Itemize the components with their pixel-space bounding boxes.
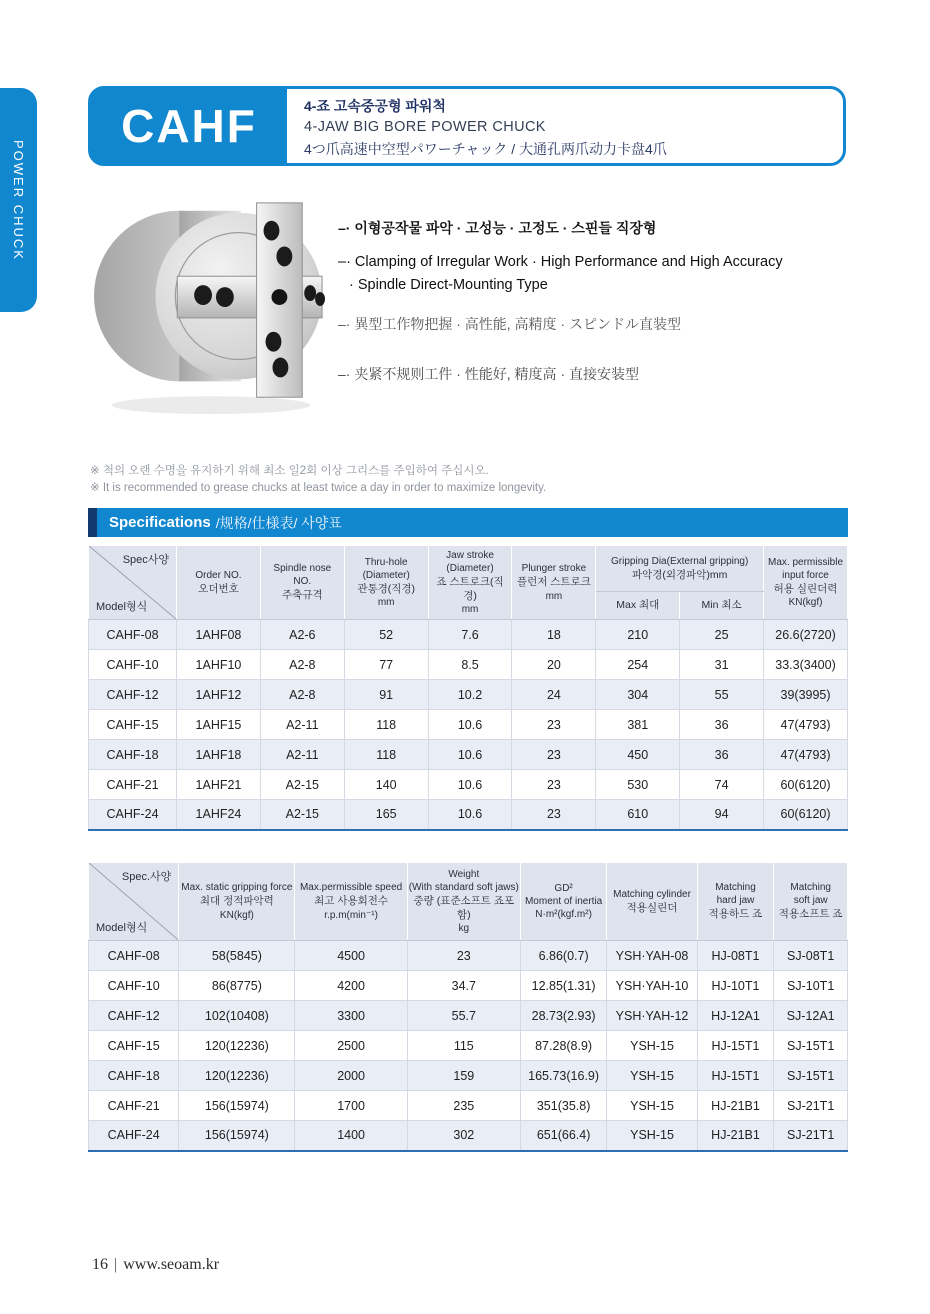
cell-model: CAHF-10: [89, 650, 177, 680]
cell-jaw-stroke: 10.6: [428, 770, 512, 800]
cell-grip-max: 381: [596, 710, 680, 740]
cell-weight: 159: [407, 1061, 520, 1091]
cell-soft-jaw: SJ-21T1: [774, 1091, 848, 1121]
col-order-no: Order NO. 오더번호: [177, 546, 261, 620]
cell-max-speed: 3300: [295, 1001, 407, 1031]
cell-spindle-nose: A2-15: [260, 800, 344, 830]
cell-grip-max: 210: [596, 620, 680, 650]
corner-cell: [89, 546, 177, 620]
col-plunger-stroke: Plunger stroke 플런저 스트로크 mm: [512, 546, 596, 620]
cell-grip-max: 530: [596, 770, 680, 800]
cell-weight: 115: [407, 1031, 520, 1061]
cell-spindle-nose: A2-11: [260, 740, 344, 770]
cell-gd2: 165.73(16.9): [520, 1061, 607, 1091]
cell-grip-min: 74: [680, 770, 764, 800]
cell-spindle-nose: A2-8: [260, 650, 344, 680]
cell-plunger-stroke: 20: [512, 650, 596, 680]
cell-gd2: 12.85(1.31): [520, 971, 607, 1001]
cell-jaw-stroke: 8.5: [428, 650, 512, 680]
cell-model: CAHF-18: [89, 740, 177, 770]
cell-weight: 34.7: [407, 971, 520, 1001]
cell-grip-min: 36: [680, 710, 764, 740]
cell-grip-min: 36: [680, 740, 764, 770]
cell-grip-min: 31: [680, 650, 764, 680]
cell-cylinder: YSH·YAH-10: [607, 971, 697, 1001]
cell-static-force: 58(5845): [179, 941, 295, 971]
cell-hard-jaw: HJ-15T1: [697, 1061, 774, 1091]
cell-model: CAHF-24: [89, 1121, 179, 1151]
cell-model: CAHF-08: [89, 941, 179, 971]
feature-korean: –· 이형공작물 파악 · 고성능 · 고정도 · 스핀들 직장형: [338, 220, 657, 236]
cell-cylinder: YSH·YAH-12: [607, 1001, 697, 1031]
model-name: CAHF: [121, 100, 257, 152]
table-row: [89, 650, 848, 680]
cell-jaw-stroke: 10.6: [428, 710, 512, 740]
cell-soft-jaw: SJ-10T1: [774, 971, 848, 1001]
cell-model: CAHF-15: [89, 1031, 179, 1061]
feature-english-line1: –· Clamping of Irregular Work · High Performance and High Accuracy: [338, 254, 783, 270]
cell-thru-hole: 77: [344, 650, 428, 680]
note-english: ※ It is recommended to grease chucks at least twice a day in order to maximize longevity.: [90, 481, 547, 494]
product-photo: [92, 192, 330, 418]
cell-grip-max: 450: [596, 740, 680, 770]
cell-plunger-stroke: 23: [512, 740, 596, 770]
cell-grip-min: 25: [680, 620, 764, 650]
cell-cylinder: YSH-15: [607, 1061, 697, 1091]
page-footer: [92, 1256, 219, 1274]
power-chuck-side-tab: [0, 88, 37, 312]
cell-max-speed: 2000: [295, 1061, 407, 1091]
feature-list: [338, 218, 853, 384]
cell-model: CAHF-12: [89, 1001, 179, 1031]
cell-order-no: 1AHF08: [177, 620, 261, 650]
cell-gd2: 6.86(0.7): [520, 941, 607, 971]
col-gripping-min: Min 최소: [680, 592, 764, 620]
section-accent-block: [88, 508, 97, 537]
corner-cell: [89, 863, 179, 941]
cell-order-no: 1AHF21: [177, 770, 261, 800]
cell-weight: 235: [407, 1091, 520, 1121]
spec-table-dimensions-body: [89, 620, 848, 830]
col-matching-soft-jaw: Matching soft jaw 적용소프트 죠: [774, 863, 848, 941]
cell-model: CAHF-21: [89, 770, 177, 800]
spec-table-dimensions: [88, 545, 848, 831]
section-title-translations: /规格/仕様表/ 사양표: [215, 514, 342, 531]
corner-spec-label: Spec.사양: [121, 871, 172, 883]
table-row: [89, 1091, 848, 1121]
table-row: [89, 1001, 848, 1031]
table-row: [89, 800, 848, 830]
cell-static-force: 156(15974): [179, 1121, 295, 1151]
col-thru-hole: Thru-hole (Diameter) 관통경(직경) mm: [344, 546, 428, 620]
table-row: [89, 1061, 848, 1091]
product-header: [88, 86, 846, 166]
cell-thru-hole: 118: [344, 710, 428, 740]
cell-max-speed: 2500: [295, 1031, 407, 1061]
cell-soft-jaw: SJ-21T1: [774, 1121, 848, 1151]
cell-model: CAHF-21: [89, 1091, 179, 1121]
cell-grip-max: 304: [596, 680, 680, 710]
cell-thru-hole: 52: [344, 620, 428, 650]
cell-hard-jaw: HJ-10T1: [697, 971, 774, 1001]
cell-gd2: 28.73(2.93): [520, 1001, 607, 1031]
cell-hard-jaw: HJ-12A1: [697, 1001, 774, 1031]
cell-hard-jaw: HJ-21B1: [697, 1121, 774, 1151]
col-input-force: Max. permissible input force 허용 실린더력 KN(kgf): [764, 546, 848, 620]
cell-order-no: 1AHF10: [177, 650, 261, 680]
cell-max-speed: 4200: [295, 971, 407, 1001]
section-title: Specifications: [109, 514, 211, 531]
feature-japanese: –· 異型工作物把握 · 高性能, 高精度 · スピンドル直装型: [338, 316, 681, 332]
cell-weight: 302: [407, 1121, 520, 1151]
title-korean: 4-죠 고속중공형 파워척: [304, 98, 446, 114]
cell-plunger-stroke: 23: [512, 710, 596, 740]
maintenance-notes: [90, 463, 546, 496]
corner-spec-label: Spec사양: [122, 554, 170, 566]
table-row: [89, 971, 848, 1001]
cell-hard-jaw: HJ-21B1: [697, 1091, 774, 1121]
spec-table-performance: [88, 862, 848, 1152]
cell-spindle-nose: A2-15: [260, 770, 344, 800]
cell-input-force: 39(3995): [764, 680, 848, 710]
cell-grip-min: 94: [680, 800, 764, 830]
cell-hard-jaw: HJ-15T1: [697, 1031, 774, 1061]
cell-plunger-stroke: 23: [512, 770, 596, 800]
corner-model-label: Model형식: [96, 601, 148, 613]
cell-gd2: 351(35.8): [520, 1091, 607, 1121]
title-japanese-chinese: 4つ爪高速中空型パワーチャック / 大通孔两爪动力卡盘4爪: [304, 141, 667, 157]
cell-spindle-nose: A2-11: [260, 710, 344, 740]
cell-order-no: 1AHF18: [177, 740, 261, 770]
cell-input-force: 47(4793): [764, 740, 848, 770]
footer-divider: |: [114, 1256, 118, 1273]
feature-english-line2: · Spindle Direct-Mounting Type: [349, 277, 548, 293]
cell-static-force: 120(12236): [179, 1031, 295, 1061]
cell-max-speed: 1700: [295, 1091, 407, 1121]
table-row: [89, 941, 848, 971]
table-row: [89, 1121, 848, 1151]
cell-static-force: 86(8775): [179, 971, 295, 1001]
cell-thru-hole: 165: [344, 800, 428, 830]
cell-static-force: 156(15974): [179, 1091, 295, 1121]
cell-order-no: 1AHF24: [177, 800, 261, 830]
title-english: 4-JAW BIG BORE POWER CHUCK: [304, 119, 546, 135]
cell-model: CAHF-24: [89, 800, 177, 830]
col-max-speed: Max.permissible speed 최고 사용회전수 r.p.m(min⁻¹): [295, 863, 407, 941]
cell-weight: 23: [407, 941, 520, 971]
product-titles: [287, 89, 843, 163]
cell-plunger-stroke: 23: [512, 800, 596, 830]
cell-soft-jaw: SJ-12A1: [774, 1001, 848, 1031]
cell-order-no: 1AHF12: [177, 680, 261, 710]
feature-chinese: –· 夹紧不规则工件 · 性能好, 精度高 · 直接安装型: [338, 366, 639, 382]
cell-model: CAHF-15: [89, 710, 177, 740]
cell-gd2: 87.28(8.9): [520, 1031, 607, 1061]
cell-jaw-stroke: 10.2: [428, 680, 512, 710]
cell-order-no: 1AHF15: [177, 710, 261, 740]
table-row: [89, 620, 848, 650]
cell-model: CAHF-18: [89, 1061, 179, 1091]
cell-jaw-stroke: 10.6: [428, 740, 512, 770]
col-gripping-dia-group: Gripping Dia(External gripping) 파악경(외경파악)mm: [596, 546, 764, 592]
cell-jaw-stroke: 7.6: [428, 620, 512, 650]
cell-model: CAHF-12: [89, 680, 177, 710]
cell-thru-hole: 118: [344, 740, 428, 770]
cell-cylinder: YSH-15: [607, 1031, 697, 1061]
col-spindle-nose: Spindle nose NO. 주축규격: [260, 546, 344, 620]
cell-soft-jaw: SJ-15T1: [774, 1031, 848, 1061]
col-matching-cylinder: Matching cylinder 적용실린더: [607, 863, 697, 941]
cell-input-force: 60(6120): [764, 770, 848, 800]
cell-max-speed: 4500: [295, 941, 407, 971]
website-url: www.seoam.kr: [123, 1256, 220, 1273]
cell-model: CAHF-10: [89, 971, 179, 1001]
cell-grip-min: 55: [680, 680, 764, 710]
cell-input-force: 47(4793): [764, 710, 848, 740]
cell-weight: 55.7: [407, 1001, 520, 1031]
cell-plunger-stroke: 24: [512, 680, 596, 710]
cell-jaw-stroke: 10.6: [428, 800, 512, 830]
cell-soft-jaw: SJ-15T1: [774, 1061, 848, 1091]
cell-input-force: 33.3(3400): [764, 650, 848, 680]
table-row: [89, 770, 848, 800]
chuck-illustration: [92, 192, 330, 418]
cell-max-speed: 1400: [295, 1121, 407, 1151]
col-gd2-inertia: GD² Moment of inertia N·m²(kgf.m²): [520, 863, 607, 941]
cell-model: CAHF-08: [89, 620, 177, 650]
corner-model-label: Model형식: [96, 922, 148, 934]
cell-spindle-nose: A2-8: [260, 680, 344, 710]
spec-table-performance-body: [89, 941, 848, 1151]
cell-grip-max: 254: [596, 650, 680, 680]
note-korean: ※ 척의 오랜 수명을 유지하기 위해 최소 일2회 이상 그리스를 주입하여 주십시오.: [90, 465, 489, 477]
side-tab-label: POWER CHUCK: [11, 139, 26, 261]
cell-cylinder: YSH-15: [607, 1121, 697, 1151]
table-row: [89, 1031, 848, 1061]
cell-soft-jaw: SJ-08T1: [774, 941, 848, 971]
cell-plunger-stroke: 18: [512, 620, 596, 650]
col-gripping-max: Max 최대: [596, 592, 680, 620]
specifications-section-bar: [88, 508, 848, 537]
cell-static-force: 102(10408): [179, 1001, 295, 1031]
cell-spindle-nose: A2-6: [260, 620, 344, 650]
col-static-gripping-force: Max. static gripping force 최대 정적파악력 KN(kgf): [179, 863, 295, 941]
page-number: 16: [92, 1256, 108, 1273]
cell-hard-jaw: HJ-08T1: [697, 941, 774, 971]
cell-thru-hole: 91: [344, 680, 428, 710]
cell-cylinder: YSH·YAH-08: [607, 941, 697, 971]
table-row: [89, 680, 848, 710]
cell-grip-max: 610: [596, 800, 680, 830]
table-row: [89, 740, 848, 770]
col-matching-hard-jaw: Matching hard jaw 적용하드 죠: [697, 863, 774, 941]
model-logo-box: [91, 89, 287, 163]
col-jaw-stroke: Jaw stroke (Diameter) 죠 스트로크(직경) mm: [428, 546, 512, 620]
col-weight: Weight (With standard soft jaws) 중량 (표준소프트 죠포함) kg: [407, 863, 520, 941]
cell-thru-hole: 140: [344, 770, 428, 800]
cell-cylinder: YSH-15: [607, 1091, 697, 1121]
table-row: [89, 710, 848, 740]
cell-input-force: 60(6120): [764, 800, 848, 830]
cell-gd2: 651(66.4): [520, 1121, 607, 1151]
cell-static-force: 120(12236): [179, 1061, 295, 1091]
cell-input-force: 26.6(2720): [764, 620, 848, 650]
